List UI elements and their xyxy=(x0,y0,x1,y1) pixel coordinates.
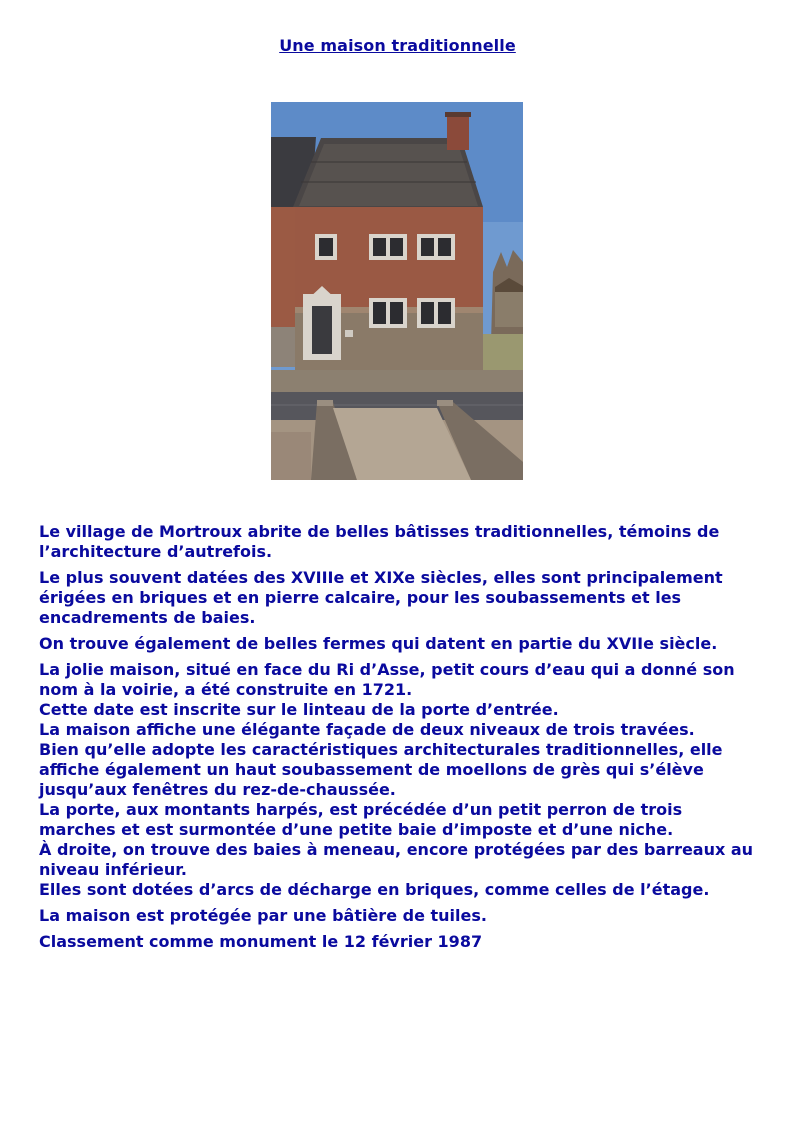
paragraph-classification xyxy=(39,932,769,952)
body-text xyxy=(39,522,769,958)
text-line: La jolie maison, situé en face du Ri d’Asse, petit cours d’eau qui a donné son xyxy=(39,660,735,679)
paragraph-roof xyxy=(39,906,769,926)
paragraph-village xyxy=(39,522,769,562)
text-line: jusqu’aux fenêtres du rez-de-chaussée. xyxy=(39,780,396,799)
text-line: La maison est protégée par une bâtière de tuiles. xyxy=(39,906,487,925)
paragraph-dating xyxy=(39,568,769,628)
paragraph-farms xyxy=(39,634,769,654)
text-line: affiche également un haut soubassement de moellons de grès qui s’élève xyxy=(39,760,704,779)
text-line: Classement comme monument le 12 février 1987 xyxy=(39,932,483,951)
text-line: Bien qu’elle adopte les caractéristiques architecturales traditionnelles, elle xyxy=(39,740,723,759)
text-line: encadrements de baies. xyxy=(39,608,256,627)
text-line: Cette date est inscrite sur le linteau de la porte d’entrée. xyxy=(39,700,559,719)
text-line: On trouve également de belles fermes qui datent en partie du XVIIe siècle. xyxy=(39,634,718,653)
text-line: La porte, aux montants harpés, est précédée d’un petit perron de trois xyxy=(39,800,683,819)
text-line: Le village de Mortroux abrite de belles bâtisses traditionnelles, témoins de xyxy=(39,522,720,541)
page-title: Une maison traditionnelle xyxy=(279,36,516,55)
text-line: nom à la voirie, a été construite en 1721. xyxy=(39,680,413,699)
text-line: l’architecture d’autrefois. xyxy=(39,542,273,561)
text-line: La maison affiche une élégante façade de deux niveaux de trois travées. xyxy=(39,720,695,739)
paragraph-house-description xyxy=(39,660,769,900)
text-line: Le plus souvent datées des XVIIIe et XIXe siècles, elles sont principalement xyxy=(39,568,723,587)
text-line: À droite, on trouve des baies à meneau, encore protégées par des barreaux au xyxy=(39,840,754,859)
house-photo-illustration xyxy=(271,102,523,480)
text-line: Elles sont dotées d’arcs de décharge en briques, comme celles de l’étage. xyxy=(39,880,710,899)
text-line: marches et est surmontée d’une petite baie d’imposte et d’une niche. xyxy=(39,820,674,839)
house-photo xyxy=(271,102,523,480)
text-line: érigées en briques et en pierre calcaire, pour les soubassements et les xyxy=(39,588,682,607)
text-line: niveau inférieur. xyxy=(39,860,187,879)
